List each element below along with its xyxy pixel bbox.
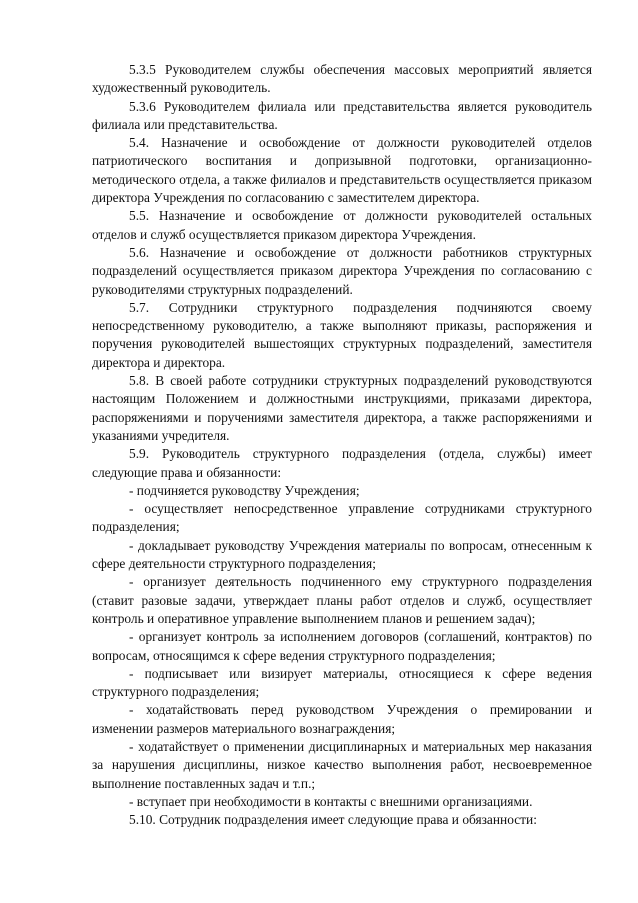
list-item: - организует деятельность подчиненного ему структурного подразделения (ставит разовые задачи, утверждает планы работ отделов и служб, осуществляет контроль и оперативное управление выполнением планов и решением задач);	[92, 574, 592, 626]
paragraph-5-8: 5.8. В своей работе сотрудники структурных подразделений руководствуются настоящим Положением и должностными инструкциями, приказами директора, распоряжениями и поручениями заместителя директора, а также распоряжениями и указаниями учредителя.	[92, 373, 592, 443]
paragraph-5-10: 5.10. Сотрудник подразделения имеет следующие права и обязанности:	[129, 812, 537, 828]
list-item: - подчиняется руководству Учреждения;	[129, 482, 360, 498]
paragraph-5-4: 5.4. Назначение и освобождение от должности руководителей отделов патриотического воспитания и допризывной подготовки, организационно-методического отдела, а также филиалов и представительств осуществляется приказом директора Учреждения по согласованию с заместителем директора.	[92, 135, 592, 206]
list-item: - подписывает или визирует материалы, относящиеся к сфере ведения структурного подразделения;	[92, 665, 592, 700]
list-item: - ходатайствует о применении дисциплинарных и материальных мер наказания за нарушения дисциплины, низкое качество выполнения работ, несвоевременное выполнение поставленных задач и т.п.;	[92, 738, 592, 791]
paragraph-5-7: 5.7. Сотрудники структурного подразделения подчиняются своему непосредственному руководителю, а также выполняют приказы, распоряжения и поручения руководителей вышестоящих структурных подразделений, заместителя директора и директора.	[92, 299, 592, 370]
paragraph-5-9: 5.9. Руководитель структурного подразделения (отдела, службы) имеет следующие права и обязанности:	[92, 446, 592, 480]
list-item: - осуществляет непосредственное управление сотрудниками структурного подразделения;	[92, 501, 592, 535]
list-item: - организует контроль за исполнением договоров (соглашений, контрактов) по вопросам, относящимся к сфере ведения структурного подразделения;	[92, 629, 592, 663]
list-item: - докладывает руководству Учреждения материалы по вопросам, отнесенным к сфере деятельности структурного подразделения;	[92, 537, 592, 572]
document-body	[92, 61, 592, 829]
list-item: - ходатайствовать перед руководством Учреждения о премировании и изменении размеров материального вознаграждения;	[92, 702, 592, 736]
paragraph-5-3-5: 5.3.5 Руководителем службы обеспечения массовых мероприятий является художественный руководитель.	[92, 62, 592, 96]
paragraph-5-3-6: 5.3.6 Руководителем филиала или представительства является руководитель филиала или представительства.	[92, 98, 592, 132]
list-item: - вступает при необходимости в контакты с внешними организациями.	[129, 793, 533, 809]
paragraph-5-6: 5.6. Назначение и освобождение от должности работников структурных подразделений осуществляется приказом директора Учреждения по согласованию с руководителями структурных подразделений.	[92, 244, 592, 297]
paragraph-5-5: 5.5. Назначение и освобождение от должности руководителей остальных отделов и служб осуществляется приказом директора Учреждения.	[92, 208, 592, 242]
